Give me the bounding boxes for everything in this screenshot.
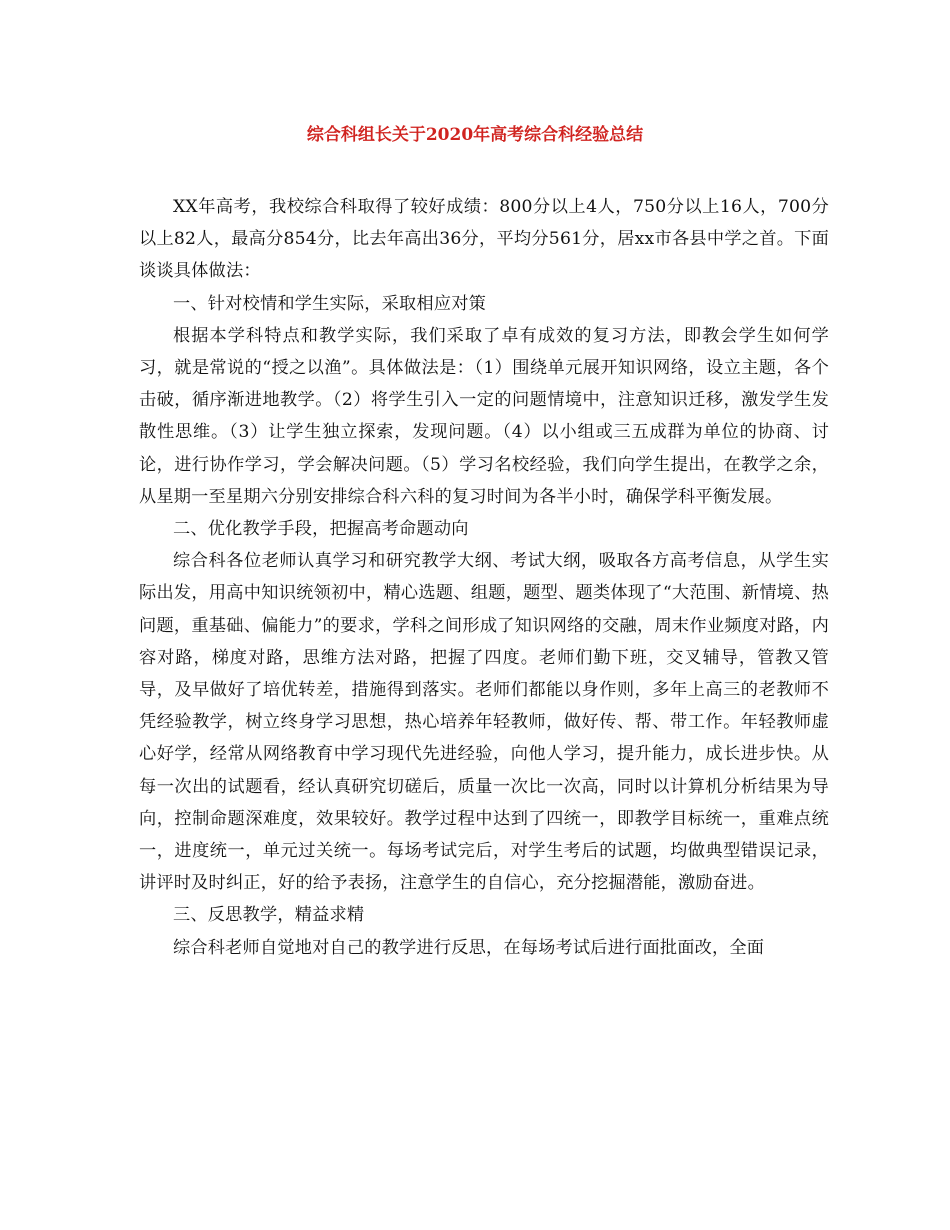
- section-2-paragraph: 综合科各位老师认真学习和研究教学大纲、考试大纲，吸取各方高考信息，从学生实际出发，用高中知识统领初中，精心选题、组题，题型、题类体现了“大范围、新情境、热问题，重基础、偏能力”的要求，学科之间形成了知识网络的交融，周末作业频度对路，内容对路，梯度对路，思维方法对路，把握了四度。老师们勤下班，交叉辅导，管教又管导，及早做好了培优转差，措施得到落实。老师们都能以身作则，多年上高三的老教师不凭经验教学，树立终身学习思想，热心培养年轻教师，做好传、帮、带工作。年轻教师虚心好学，经常从网络教育中学习现代先进经验，向他人学习，提升能力，成长进步快。从每一次出的试题看，经认真研究切磋后，质量一次比一次高，同时以计算机分析结果为导向，控制命题深难度，效果较好。教学过程中达到了四统一，即教学目标统一，重难点统一，进度统一，单元过关统一。每场考试完后，对学生考后的试题，均做典型错误记录，讲评时及时纠正，好的给予表扬，注意学生的自信心，充分挖掘潜能，激励奋进。: [139, 551, 829, 894]
- intro-paragraph: XX年高考，我校综合科取得了较好成绩：800分以上4人，750分以上16人，700分以上82人，最高分854分，比去年高出36分，平均分561分，居xx市各县中学之首。下面谈谈具体做法：: [139, 197, 829, 282]
- document-body: [139, 191, 829, 964]
- section-heading-1: 一、针对校情和学生实际，采取相应对策: [173, 293, 486, 314]
- document-title: 综合科组长关于2020年高考综合科经验总结: [306, 125, 644, 145]
- section-heading-3: 三、反思教学，精益求精: [173, 905, 365, 926]
- section-heading-2: 二、优化教学手段，把握高考命题动向: [173, 519, 469, 540]
- section-3-paragraph: 综合科老师自觉地对自己的教学进行反思，在每场考试后进行面批面改，全面: [173, 937, 765, 958]
- section-1-paragraph: 根据本学科特点和教学实际，我们采取了卓有成效的复习方法，即教会学生如何学习，就是常说的“授之以渔”。具体做法是：（1）围绕单元展开知识网络，设立主题，各个击破，循序渐进地教学。（2）将学生引入一定的问题情境中，注意知识迁移，激发学生发散性思维。（3）让学生独立探索，发现问题。（4）以小组或三五成群为单位的协商、讨论，进行协作学习，学会解决问题。（5）学习名校经验，我们向学生提出，在教学之余，从星期一至星期六分别安排综合科六科的复习时间为各半小时，确保学科平衡发展。: [139, 325, 829, 507]
